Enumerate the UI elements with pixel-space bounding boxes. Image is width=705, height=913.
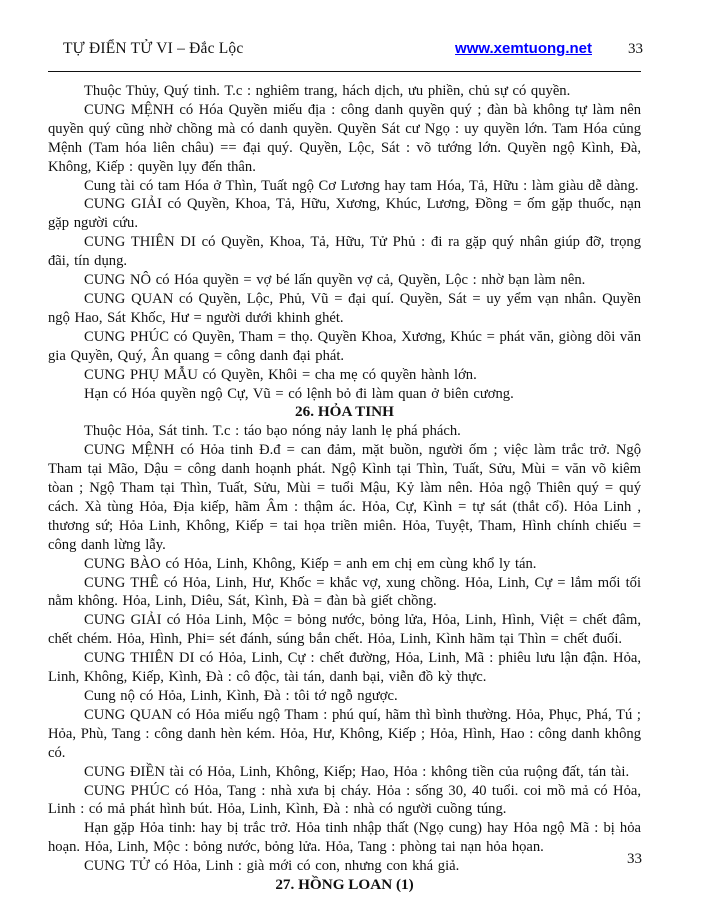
paragraph: CUNG THÊ có Hỏa, Linh, Hư, Khốc = khắc vợ, xung chồng. Hỏa, Linh, Cự = lắm mối tối nằm không. Hỏa, Linh, Diêu, Sát, Kình, Đà = đàn bà giết chồng. xyxy=(48,574,641,610)
paragraph: CUNG PHÚC có Quyền, Tham = thọ. Quyền Khoa, Xương, Khúc = phát văn, giòng dõi văn gia Quyền, Quý, Ân quang = công danh đại phát. xyxy=(48,328,641,364)
footer-page-number: 33 xyxy=(627,851,642,867)
paragraph: CUNG ĐIỀN tài có Hỏa, Linh, Không, Kiếp; Hao, Hỏa : không tiền của ruộng đất, tán tài. xyxy=(84,763,630,780)
paragraph: CUNG GIẢI có Hỏa Linh, Mộc = bỏng nước, bỏng lửa, Hỏa, Linh, Hình, Việt = chết đâm, chết chém. Hỏa, Hình, Phi= sét đánh, súng bắn chết. Hỏa, Linh, Kình hãm tại Thìn = chết đuối. xyxy=(48,612,641,648)
paragraph: CUNG BÀO có Hỏa, Linh, Không, Kiếp = anh em chị em cùng khổ ly tán. xyxy=(84,555,537,572)
paragraph: CUNG QUAN có Quyền, Lộc, Phủ, Vũ = đại quí. Quyền, Sát = uy yểm vạn nhân. Quyền ngộ Hao, Sát Khốc, Hư = người dưới khinh ghét. xyxy=(48,290,641,326)
header-right-group xyxy=(455,40,643,58)
paragraph: CUNG PHỤ MẪU có Quyền, Khôi = cha mẹ có quyền hành lớn. xyxy=(84,366,477,383)
paragraph: CUNG TỬ có Hỏa, Linh : già mới có con, nhưng con khá giả. xyxy=(84,858,460,875)
paragraph: CUNG QUAN có Hỏa miếu ngộ Tham : phú quí, hãm thì bình thường. Hỏa, Phục, Phá, Tú ; Hỏa, Phù, Tang : công danh hèn kém. Hỏa, Hư, Không, Kiếp ; Hỏa, Hình, Hao : công danh không có. xyxy=(48,706,641,761)
section-heading-hoa-tinh: 26. HỎA TINH xyxy=(295,403,394,421)
paragraph: Thuộc Thủy, Quý tinh. T.c : nghiêm trang, hách dịch, ưu phiền, chủ sự có quyền. xyxy=(84,83,571,99)
paragraph: Hạn có Hóa quyền ngộ Cự, Vũ = có lệnh bỏ đi làm quan ở biên cương. xyxy=(84,385,514,402)
paragraph: CUNG THIÊN DI có Hỏa, Linh, Cự : chết đường, Hỏa, Linh, Mã : phiêu lưu lận đận. Hỏa, Linh, Không, Kiếp, Kình, Đà : cô độc, tài tán, danh bại, viễn đồ kỳ thực. xyxy=(48,650,641,686)
paragraph: CUNG PHÚC có Hỏa, Tang : nhà xưa bị cháy. Hỏa : sống 30, 40 tuổi. coi mồ mả có Hỏa, Linh : có mả phát hình bút. Hỏa, Linh, Kình, Đà : nhà có người cuồng túng. xyxy=(48,782,641,818)
book-title: TỰ ĐIỂN TỬ VI – Đắc Lộc xyxy=(63,40,244,57)
page-header xyxy=(48,40,643,58)
header-page-number: 33 xyxy=(628,41,643,57)
paragraph: Thuộc Hỏa, Sát tinh. T.c : táo bạo nóng nảy lanh lẹ phá phách. xyxy=(84,423,461,440)
paragraph: Cung nộ có Hỏa, Linh, Kình, Đà : tôi tớ ngỗ ngược. xyxy=(84,688,398,704)
paragraph: CUNG THIÊN DI có Quyền, Khoa, Tả, Hữu, Tử Phủ : đi ra gặp quý nhân giúp đỡ, trọng đãi, tín dụng. xyxy=(48,234,641,270)
paragraph: CUNG MỆNH có Hỏa tinh Đ.đ = can đảm, mặt buồn, người ốm ; việc làm trắc trở. Ngộ Tham tại Mão, Dậu = công danh hoạnh phát. Ngộ Kình tại Thìn, Tuất, Sửu, Mùi = văn võ kiêm tòan ; Ngộ Tham tại Thìn, Tuất, Sửu, Mùi = tuổi Mậu, Kỷ làm nên. Hỏa ngộ Thiên quý = quý cách. Xà tùng Hỏa, Địa kiếp, hãm Âm : thậm ác. Hỏa, Cự, Kình = tự sát (thắt cổ). Hỏa Linh , thương sứ; Hỏa Linh, Không, Kiếp = tai họa triền miên. Hỏa, Tuyệt, Tham, Hình chính chiếu = công danh lừng lẫy. xyxy=(48,442,641,553)
page-body xyxy=(48,82,641,895)
paragraph: Hạn gặp Hỏa tinh: hay bị trắc trở. Hỏa tinh nhập thất (Ngọ cung) hay Hỏa ngộ Mã : bị hỏa hoạn. Hỏa, Linh, Mộc : bỏng nước, bỏng lửa. Hỏa, Tang : phòng tai nạn hỏa họan. xyxy=(48,820,641,856)
paragraph: CUNG GIẢI có Quyền, Khoa, Tả, Hữu, Xương, Khúc, Lương, Đồng = ốm gặp thuốc, nạn gặp người cứu. xyxy=(48,196,641,232)
paragraph: Cung tài có tam Hóa ở Thìn, Tuất ngộ Cơ Lương hay tam Hóa, Tả, Hữu : làm giàu dễ dàng. xyxy=(84,177,639,194)
section-heading-hong-loan: 27. HỒNG LOAN (1) xyxy=(275,876,414,894)
paragraph: CUNG NÔ có Hóa quyền = vợ bé lấn quyền vợ cả, Quyền, Lộc : nhờ bạn làm nên. xyxy=(84,272,586,289)
website-link[interactable]: www.xemtuong.net xyxy=(455,40,592,57)
header-divider-rule xyxy=(48,71,641,72)
paragraph: CUNG MỆNH có Hóa Quyền miếu địa : công danh quyền quý ; đàn bà không tự làm nên quyền quý cũng nhờ chồng mà có danh quyền. Quyền Sát cư Ngọ : uy quyền lớn. Tam Hóa củng Mệnh (Tam hóa liên châu) == đại quý. Quyền, Lộc, Sát : võ tướng lớn. Quyền ngộ Kình, Đà, Không, Kiếp : quyền lụy đến thân. xyxy=(48,101,641,175)
